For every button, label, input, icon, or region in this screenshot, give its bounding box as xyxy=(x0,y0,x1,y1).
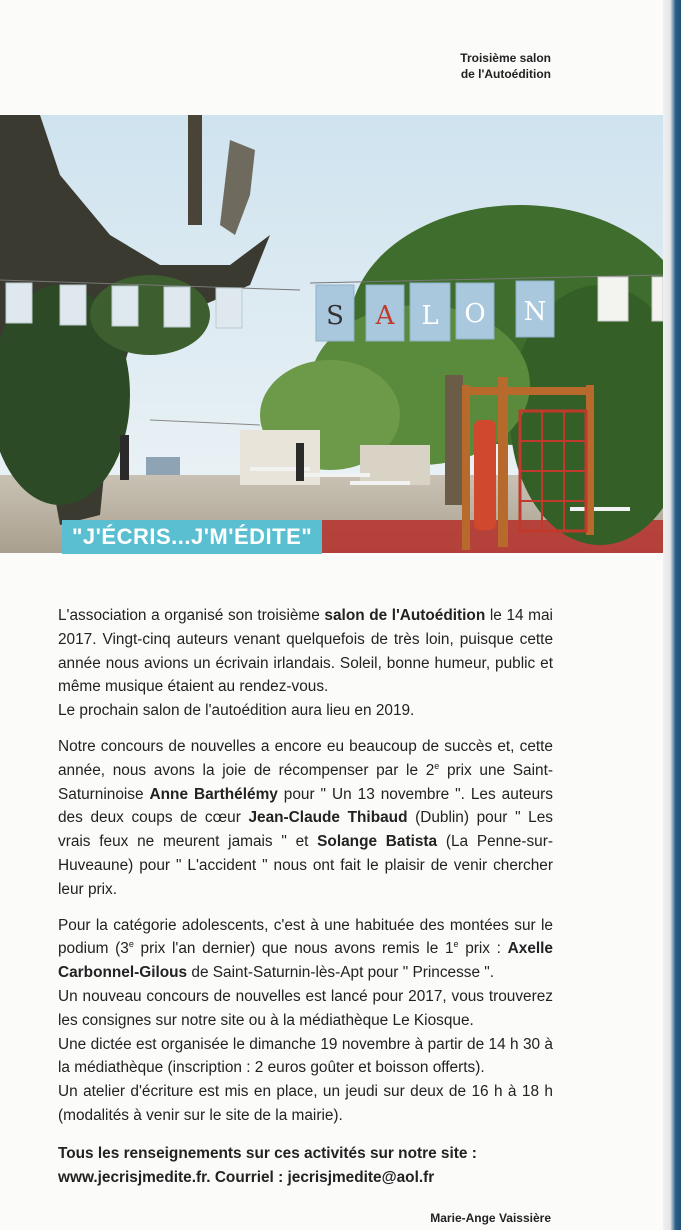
superscript: e xyxy=(128,939,134,950)
text: prix : xyxy=(458,940,508,958)
section-header xyxy=(460,50,551,82)
paragraph-3 xyxy=(58,914,553,1128)
banner-letter-o: O xyxy=(464,299,486,329)
winner-name: Axelle Carbonnel-Gilous xyxy=(58,940,553,982)
contact-line-2: www.jecrisjmedite.fr. Courriel : jecrisjmedite@aol.fr xyxy=(58,1168,435,1186)
paragraph-2 xyxy=(58,735,553,902)
winner-name: Solange Batista xyxy=(317,833,438,851)
author-signature: Marie-Ange Vaissière xyxy=(430,1211,551,1225)
text: Une dictée est organisée le dimanche 19 novembre à partir de 14 h 30 à la médiathèque (inscription : 2 euros goûter et boisson offerts). xyxy=(58,1035,553,1077)
text: Un atelier d'écriture est mis en place, un jeudi sur deux de 16 h à 18 h (modalités à venir sur le site de la mairie). xyxy=(58,1083,553,1124)
page-edge xyxy=(663,0,681,1230)
contact-line-1: Tous les renseignements sur ces activités sur notre site : xyxy=(58,1144,477,1162)
winner-name: Anne Barthélémy xyxy=(149,785,278,803)
text: Pour la catégorie adolescents, c'est à une habituée des montées sur le podium (3 xyxy=(58,916,553,958)
text: prix l'an dernier) que nous avons remis le 1 xyxy=(133,940,454,958)
text: pour " Un 13 novembre ". Les auteurs des deux coups de cœur xyxy=(58,785,553,827)
text: prix une Saint-Saturninoise xyxy=(58,761,553,803)
text: le 14 mai 2017. Vingt-cinq auteurs venant quelquefois de très loin, puisque cette année nous avions un écrivain irlandais. Soleil, bonne humeur, public et même musique étaient au rendez-vous. xyxy=(58,607,553,696)
winner-name: Jean-Claude Thibaud xyxy=(248,809,408,827)
banner-letter-l: L xyxy=(421,301,439,331)
text: de Saint-Saturnin-lès-Apt pour " Princesse ". xyxy=(187,964,495,982)
article-body xyxy=(58,604,553,1189)
banner-letter-s: S xyxy=(326,301,344,331)
paragraph-1 xyxy=(58,604,553,723)
text: (La Penne-sur-Huveaune) pour " L'accident " nous ont fait le plaisir de venir chercher leur prix. xyxy=(58,833,553,898)
contact-info xyxy=(58,1142,553,1190)
banner-letter-a: A xyxy=(375,301,395,331)
superscript: e xyxy=(453,939,459,950)
event-photo xyxy=(0,115,663,553)
banner-letter-n: N xyxy=(523,297,547,327)
event-name: salon de l'Autoédition xyxy=(324,607,486,624)
text: Notre concours de nouvelles a encore eu beaucoup de succès et, cette année, nous avons la joie de récompenser par le 2 xyxy=(58,737,553,779)
header-line-2: de l'Autoédition xyxy=(460,67,551,81)
superscript: e xyxy=(434,760,440,771)
text: Le prochain salon de l'autoédition aura lieu en 2019. xyxy=(58,702,415,720)
text: (Dublin) pour " Les vrais feux ne meurent jamais " et xyxy=(58,809,553,851)
header-line-1: Troisième salon xyxy=(460,51,551,65)
text: L'association a organisé son troisième xyxy=(58,607,325,624)
text: Un nouveau concours de nouvelles est lancé pour 2017, vous trouverez les consignes sur notre site ou à la médiathèque Le Kiosque. xyxy=(58,987,553,1029)
photo-caption: "J'ÉCRIS...J'M'ÉDITE" xyxy=(62,520,322,554)
